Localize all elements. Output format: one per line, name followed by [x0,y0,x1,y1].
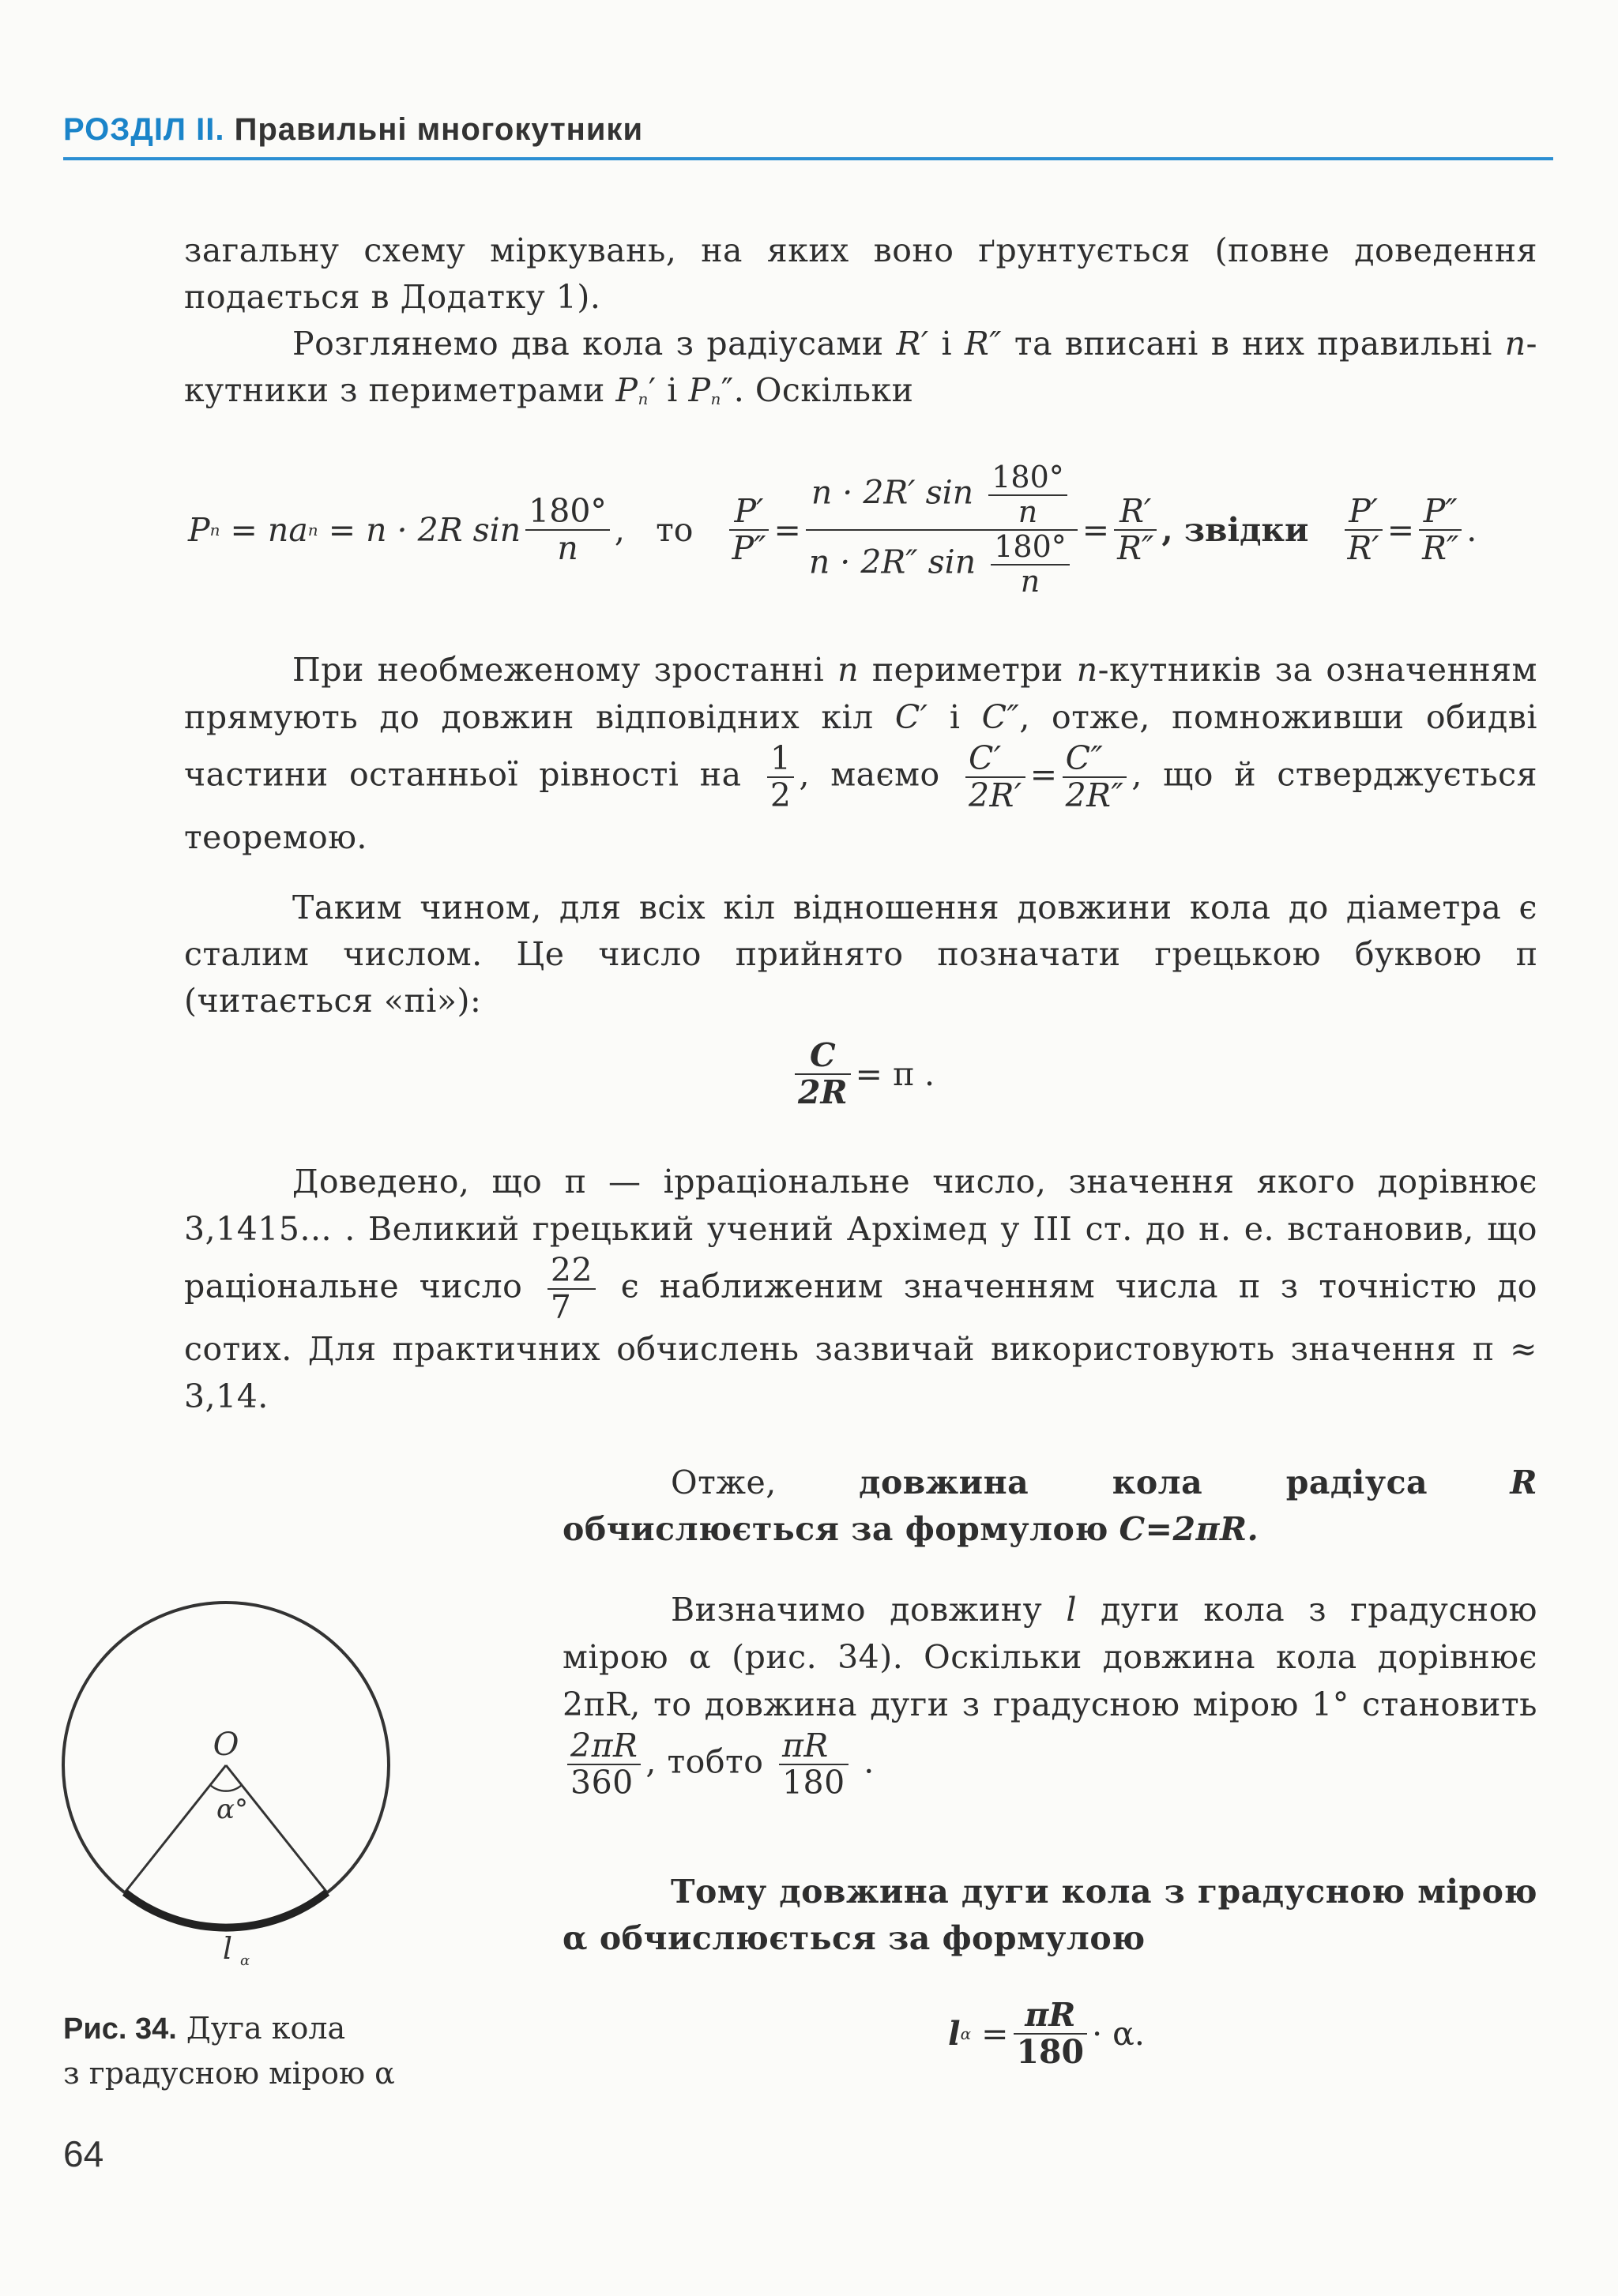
section-header [63,112,643,148]
section-title: Правильні многокутники [234,112,644,147]
center-label: O [213,1727,239,1763]
formula-arc-length: l α = $\frac{\pi R}{180}$ · α. [948,1995,1145,2071]
arc-label: l [222,1931,233,1966]
paragraph-4: Таким чином, для всіх кіл відношення довжини кола до діаметра є сталим числом. Це число прийнято позначати грецькою буквою π (читається «пі»): [184,889,1537,1020]
section-number: РОЗДІЛ II. [63,112,225,147]
angle-label: α° [216,1794,248,1825]
angle-mark [210,1785,242,1791]
header-divider [63,157,1553,160]
arc-diagram [55,1588,403,1982]
paragraph-7: Визначимо довжину l дуги кола з градусною мірою α (рис. 34). Оскільки довжина кола дорівнює 2πR, то довжина дуги з градусною мірою 1° становить $\frac{2\pi R}{360}$ , тобто $\frac{\pi R}{180}$ . [563,1591,1537,1802]
figure-34 [55,1588,403,1986]
paragraph-8: Тому довжина дуги кола з градусною мірою α обчислюється за формулою [563,1873,1537,1957]
arc-highlight [125,1892,327,1928]
paragraph-6: Отже, довжина кола радіуса R обчислюється за формулою C=2πR. [563,1464,1537,1548]
arc-label-sub: α [240,1952,250,1969]
paragraph-1: загальну схему міркувань, на яких воно ґрунтується (повне доведення подається в Додатку 1). [184,231,1537,316]
paragraph-3: При необмеженому зростанні n периметри n-кутників за означенням прямують до довжин відповідних кіл C′ і C″, отже, помноживши обидві частини останньої рівності на $\frac{1}{2}$ , маємо $\frac{C'}{2R'}$ = $\frac{C''}{2R''}$ , що й стверджується теоремою. [184,651,1537,857]
formula-perimeter-ratio: P n = na n = n · 2R sin $\frac{180^\circ}{n}$ , то $\frac{P'}{P''}$ = n · 2R′ sin $\frac{180^\circ}{n}$ n · 2R″ sin $\frac{180^\circ}{n}$ = $\frac{R'}{R''}$ , звідки $\frac{P'}{R'}$ = $\frac{P''}{R''}$ . [188,460,1477,599]
paragraph-2: Розглянемо два кола з радіусами R′ і R″ та вписані в них правильні n-кутники з периметрами $P_n'$ і $P_n''$. Оскільки [184,325,1537,409]
page-number: 64 [63,2133,104,2174]
paragraph-5: Доведено, що π — ірраціональне число, значення якого дорівнює 3,1415... . Великий грецький учений Архімед у III ст. до н. е. встановив, що раціональне число $\frac{22}{7}$ є наближеним значенням числа π з точністю до сотих. Для практичних обчислень зазвичай використовують значення π ≈ 3,14. [184,1163,1537,1416]
formula-pi: $\frac{C}{2R}$ = π . [790,1027,935,1122]
figure-caption: Рис. 34. Дуга кола з градусною мірою α [63,2011,395,2091]
